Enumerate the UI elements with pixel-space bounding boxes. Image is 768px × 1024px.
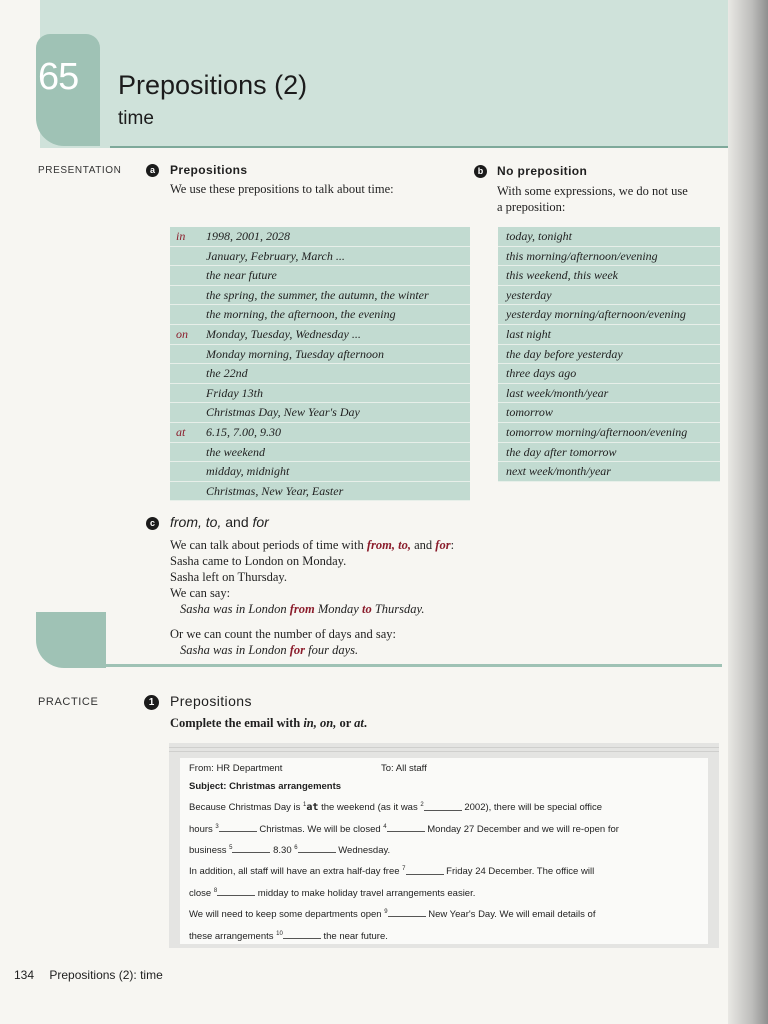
section-c-line-4: We can say: bbox=[170, 586, 231, 600]
email-line: business $^5$ 8.30 $^6$ Wednesday. bbox=[189, 845, 391, 857]
section-a-text: We use these prepositions to talk about time: bbox=[170, 182, 394, 196]
blank-9[interactable] bbox=[388, 907, 426, 917]
email-body bbox=[180, 758, 708, 944]
section-b-text-1: With some expressions, we do not use bbox=[497, 184, 688, 198]
section-b-text-2: a preposition: bbox=[497, 200, 566, 214]
table-row bbox=[170, 384, 470, 404]
footer-text: Prepositions (2): time bbox=[49, 968, 163, 982]
practice-instruction: Complete the email with in, on, or at. bbox=[170, 716, 368, 730]
page-number: 134 bbox=[14, 968, 35, 982]
badge-c: c bbox=[146, 517, 159, 530]
page-footer bbox=[14, 968, 163, 982]
table-row bbox=[170, 443, 470, 463]
section-c-line-2: Sasha came to London on Monday. bbox=[170, 554, 347, 568]
prep-cell: on bbox=[176, 326, 188, 341]
book-spine-shadow bbox=[728, 0, 768, 1024]
table-row: yesterday morning/afternoon/evening bbox=[498, 305, 720, 325]
answer-1: at bbox=[306, 802, 319, 814]
email-line: close $^8$ midday to make holiday travel arrangements easier. bbox=[189, 887, 476, 899]
expression-cell: Monday, Tuesday, Wednesday ... bbox=[206, 326, 361, 341]
header-divider bbox=[110, 146, 728, 148]
table-row: the day before yesterday bbox=[498, 345, 720, 365]
blank-3[interactable] bbox=[219, 822, 257, 832]
prepositions-table bbox=[170, 227, 470, 501]
practice-label: PRACTICE bbox=[38, 696, 99, 708]
email-line: these arrangements $^{10}$ the near future. bbox=[189, 930, 388, 942]
expression-cell: Friday 13th bbox=[206, 385, 263, 400]
blank-7[interactable] bbox=[406, 865, 444, 875]
blank-4[interactable] bbox=[387, 822, 425, 832]
prep-cell: in bbox=[176, 229, 186, 243]
presentation-label: PRESENTATION bbox=[38, 165, 122, 176]
table-row: three days ago bbox=[498, 364, 720, 384]
table-row bbox=[170, 286, 470, 306]
blank-6[interactable] bbox=[298, 843, 336, 853]
email-stripe bbox=[169, 751, 719, 752]
table-row bbox=[170, 266, 470, 286]
expression-cell: January, February, March ... bbox=[206, 248, 345, 263]
table-row: the day after tomorrow bbox=[498, 443, 720, 463]
expression-cell: the weekend bbox=[206, 444, 265, 459]
table-row: yesterday bbox=[498, 286, 720, 306]
expression-cell: the spring, the summer, the autumn, the winter bbox=[206, 287, 429, 302]
section-c-title: from, to, and for bbox=[170, 514, 269, 530]
expression-cell: the morning, the afternoon, the evening bbox=[206, 307, 396, 322]
table-row: last night bbox=[498, 325, 720, 345]
email-from: From: HR Department bbox=[189, 763, 283, 774]
blank-5[interactable] bbox=[232, 843, 270, 853]
badge-b: b bbox=[474, 165, 487, 178]
expression-cell: Christmas Day, New Year's Day bbox=[206, 405, 360, 420]
expression-cell: 6.15, 7.00, 9.30 bbox=[206, 424, 281, 439]
prep-cell: at bbox=[176, 424, 186, 439]
expression-cell: Monday morning, Tuesday afternoon bbox=[206, 346, 384, 361]
table-row: today, tonight bbox=[498, 227, 720, 247]
table-row bbox=[170, 227, 470, 247]
table-row bbox=[170, 247, 470, 267]
table-row: tomorrow bbox=[498, 403, 720, 423]
email-stripe bbox=[169, 747, 719, 748]
email-subject: Subject: Christmas arrangements bbox=[189, 781, 342, 793]
expression-cell: midday, midnight bbox=[206, 464, 290, 479]
expression-cell: Christmas, New Year, Easter bbox=[206, 483, 344, 498]
email-header-row bbox=[189, 760, 708, 778]
table-row bbox=[170, 482, 470, 502]
table-row bbox=[170, 345, 470, 365]
section-c-example-1: Sasha was in London from Monday to Thursday. bbox=[180, 602, 425, 616]
unit-number: 65 bbox=[38, 56, 79, 98]
table-row bbox=[170, 305, 470, 325]
section-c-line-3: Sasha left on Thursday. bbox=[170, 570, 287, 584]
blank-2[interactable] bbox=[424, 801, 462, 811]
page-subtitle: time bbox=[118, 108, 154, 129]
blank-8[interactable] bbox=[217, 886, 255, 896]
section-b-title: No preposition bbox=[497, 164, 588, 178]
table-row bbox=[170, 325, 470, 345]
expression-cell: the near future bbox=[206, 268, 277, 283]
table-row: this morning/afternoon/evening bbox=[498, 247, 720, 267]
email-line: We will need to keep some departments open $^9$ New Year's Day. We will email details of bbox=[189, 909, 596, 921]
section-divider bbox=[106, 664, 722, 667]
table-row: next week/month/year bbox=[498, 462, 720, 482]
table-row bbox=[170, 462, 470, 482]
table-row bbox=[170, 364, 470, 384]
section-c-line-1: We can talk about periods of time with from, to, and for: bbox=[170, 538, 455, 552]
section-a-title: Prepositions bbox=[170, 163, 248, 177]
section-c-line-5: Or we can count the number of days and say: bbox=[170, 627, 396, 641]
email-line: hours $^3$ Christmas. We will be closed $^4$ Monday 27 December and we will re-open for bbox=[189, 823, 619, 835]
badge-1: 1 bbox=[144, 695, 159, 710]
section-end-tab bbox=[36, 612, 106, 668]
no-preposition-table bbox=[498, 227, 720, 482]
email-to: To: All staff bbox=[381, 763, 427, 774]
badge-a: a bbox=[146, 164, 159, 177]
table-row bbox=[170, 403, 470, 423]
table-row: this weekend, this week bbox=[498, 266, 720, 286]
email-line: In addition, all staff will have an extra half-day free $^7$ Friday 24 December. The office will bbox=[189, 866, 595, 878]
email-line: Because Christmas Day is $^1$at the weekend (as it was $^2$ 2002), there will be special office bbox=[189, 802, 602, 814]
table-row: tomorrow morning/afternoon/evening bbox=[498, 423, 720, 443]
page-title: Prepositions (2) bbox=[118, 70, 308, 100]
blank-10[interactable] bbox=[283, 929, 321, 939]
table-row bbox=[170, 423, 470, 443]
expression-cell: 1998, 2001, 2028 bbox=[206, 229, 290, 243]
practice-title: Prepositions bbox=[170, 693, 252, 709]
table-row: last week/month/year bbox=[498, 384, 720, 404]
expression-cell: the 22nd bbox=[206, 366, 248, 381]
section-c-example-2: Sasha was in London for four days. bbox=[180, 643, 359, 657]
